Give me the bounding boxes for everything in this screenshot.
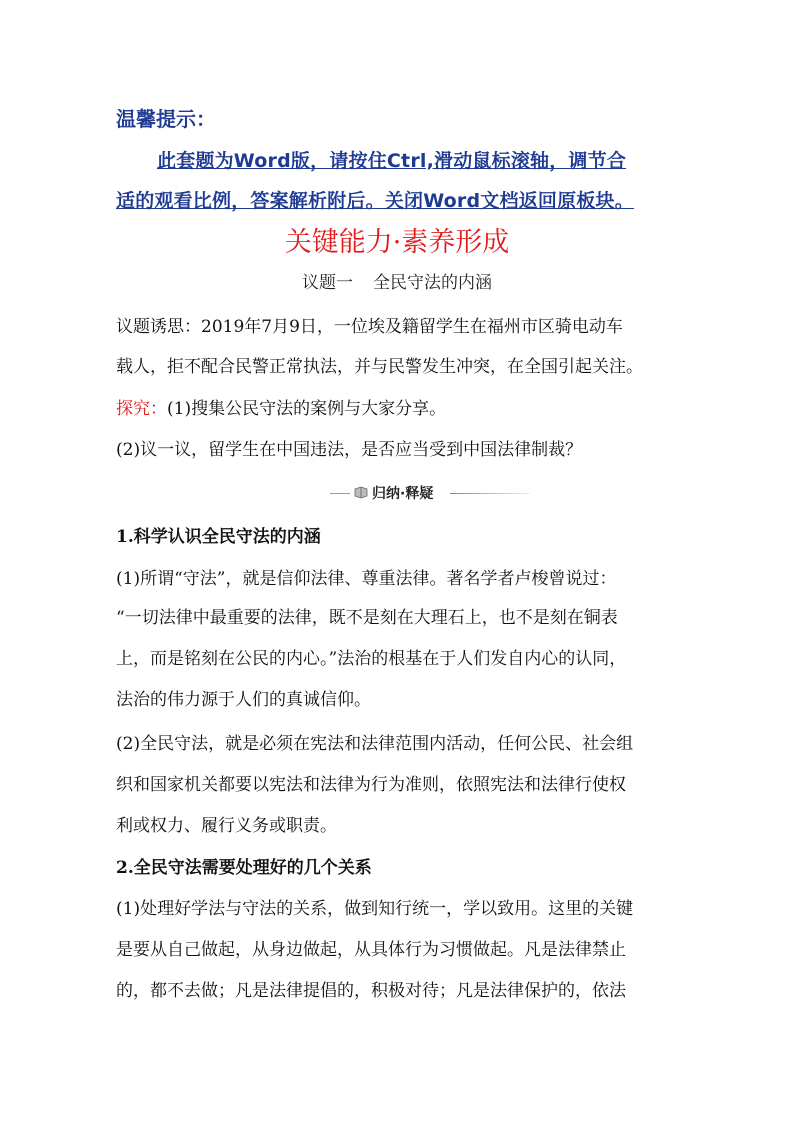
point-heading-1: 1.科学认识全民守法的内涵: [116, 527, 321, 547]
section-title: 关键能力·素养形成: [284, 227, 510, 258]
paragraph-line: 法治的伟力源于人们的真诚信仰。: [116, 690, 371, 710]
point-heading-2: 2.全民守法需要处理好的几个关系: [116, 858, 372, 878]
section-divider: [330, 482, 530, 504]
notice-title: 温馨提示：: [116, 107, 216, 131]
divider-rule-left: [330, 493, 350, 494]
paragraph-line: 是要从自己做起，从身边做起，从具体行为习惯做起。凡是法律禁止: [116, 940, 626, 960]
notice-line-1: 此套题为Word版，请按住Ctrl,滑动鼠标滚轴，调节合: [157, 150, 627, 172]
topic-name: 全民守法的内涵: [373, 273, 492, 293]
explore-label: 探究：: [116, 399, 167, 419]
notice-line-2: 适的观看比例，答案解析附后。关闭Word文档返回原板块。: [116, 190, 634, 212]
explore-line-1: [116, 396, 446, 422]
intro-line-1: 议题诱思：2019年7月9日，一位埃及籍留学生在福州市区骑电动车: [116, 317, 623, 337]
explore-question-1: (1)搜集公民守法的案例与大家分享。: [167, 399, 447, 419]
paragraph-line: 的，都不去做；凡是法律提倡的，积极对待；凡是法律保护的，依法: [116, 981, 626, 1001]
paragraph-line: (1)处理好学法与守法的关系，做到知行统一，学以致用。这里的关键: [116, 899, 634, 919]
paragraph-line: (2)全民守法，就是必须在宪法和法律范围内活动，任何公民、社会组: [116, 734, 634, 754]
paragraph-line: 上，而是铭刻在公民的内心。”法治的根基在于人们发自内心的认同，: [116, 649, 627, 669]
topic-heading: [0, 271, 794, 295]
paragraph-line: (1)所谓“守法”，就是信仰法律、尊重法律。著名学者卢梭曾说过：: [116, 569, 617, 589]
divider-label: 归纳·释疑: [372, 486, 434, 502]
paragraph-line: 利或权力、履行义务或职责。: [116, 816, 337, 836]
divider-rule-right: [450, 493, 530, 494]
explore-question-2: (2)议一议，留学生在中国违法，是否应当受到中国法律制裁？: [116, 440, 583, 460]
intro-line-2: 载人，拒不配合民警正常执法，并与民警发生冲突，在全国引起关注。: [116, 357, 643, 377]
topic-label: 议题一: [302, 273, 353, 293]
paragraph-line: “一切法律中最重要的法律，既不是刻在大理石上，也不是刻在铜表: [116, 608, 618, 628]
paragraph-line: 织和国家机关都要以宪法和法律为行为准则，依照宪法和法律行使权: [116, 775, 626, 795]
book-icon: [354, 485, 368, 499]
